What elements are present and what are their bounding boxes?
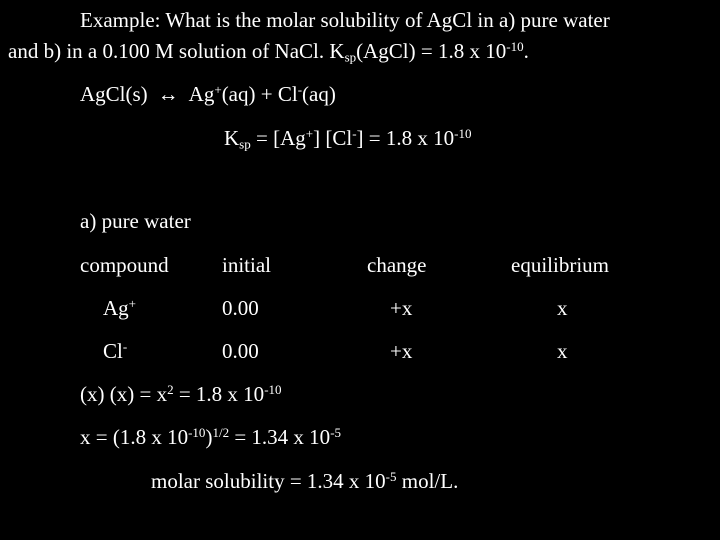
equilibrium-arrow-icon: ↔: [157, 82, 179, 106]
exponent: -5: [330, 424, 342, 440]
example-text-part: .: [523, 39, 529, 63]
section-heading-text: a) pure water: [80, 209, 191, 233]
calc-part: = 1.8 x 10: [173, 382, 265, 406]
section-a-heading: [80, 211, 191, 232]
ksp-subscript: sp: [239, 136, 251, 152]
exponent: -5: [385, 468, 397, 484]
charge: -: [122, 338, 128, 354]
charge: -: [352, 125, 357, 141]
table-cell-compound: [103, 295, 137, 320]
table-header-compound: compound: [80, 253, 169, 277]
exponent: 1/2: [212, 424, 230, 440]
table-cell-initial: 0.00: [222, 339, 259, 363]
ksp-subscript: sp: [344, 49, 357, 65]
calc-part: = 1.34 x 10: [229, 425, 331, 449]
ksp-symbol: K: [224, 126, 240, 150]
table-cell-equilibrium: x: [557, 339, 568, 363]
compound-symbol: Ag: [103, 296, 129, 320]
charge: +: [128, 295, 137, 311]
compound-symbol: Cl: [103, 339, 123, 363]
exponent: 2: [167, 381, 174, 397]
product-ion: Ag: [188, 82, 215, 106]
calculation-line-1: [80, 381, 282, 406]
expression-part: = [Ag: [250, 126, 306, 150]
exponent: -10: [188, 424, 206, 440]
charge: -: [297, 81, 303, 97]
table-cell-initial: 0.00: [222, 296, 259, 320]
reactant: AgCl(s): [80, 82, 148, 106]
table-cell-change: +x: [390, 339, 413, 363]
table-header-initial: initial: [222, 253, 271, 277]
calc-part: ): [205, 425, 213, 449]
table-cell-change: +x: [390, 296, 413, 320]
example-line-1: [80, 10, 610, 31]
reaction-equation: [80, 81, 336, 106]
example-text: Example: What is the molar solubility of AgCl in a) pure water: [80, 8, 610, 32]
expression-part: ] = 1.8 x 10: [356, 126, 455, 150]
calc-part: (x) (x) = x: [80, 382, 168, 406]
ksp-expression: [224, 125, 472, 152]
charge: +: [214, 81, 222, 97]
exponent: -10: [454, 125, 472, 141]
example-text-part: (AgCl) = 1.8 x 10: [356, 39, 507, 63]
product-state: (aq) + Cl: [221, 82, 298, 106]
calc-part: x = (1.8 x 10: [80, 425, 189, 449]
charge: +: [305, 125, 314, 141]
calculation-line-2: [80, 424, 342, 449]
table-header-change: change: [367, 253, 427, 277]
table-cell-equilibrium: x: [557, 296, 568, 320]
exponent: -10: [264, 381, 282, 397]
result-text: molar solubility = 1.34 x 10: [151, 469, 386, 493]
example-text-part: and b) in a 0.100 M solution of NaCl. K: [8, 39, 345, 63]
molar-solubility-result: [151, 468, 459, 493]
product-state: (aq): [302, 82, 336, 106]
table-cell-compound: [103, 338, 128, 363]
expression-part: ] [Cl: [313, 126, 353, 150]
result-text: mol/L.: [396, 469, 459, 493]
example-line-2: [8, 38, 529, 65]
exponent: -10: [506, 38, 524, 54]
table-header-equilibrium: equilibrium: [511, 253, 609, 277]
